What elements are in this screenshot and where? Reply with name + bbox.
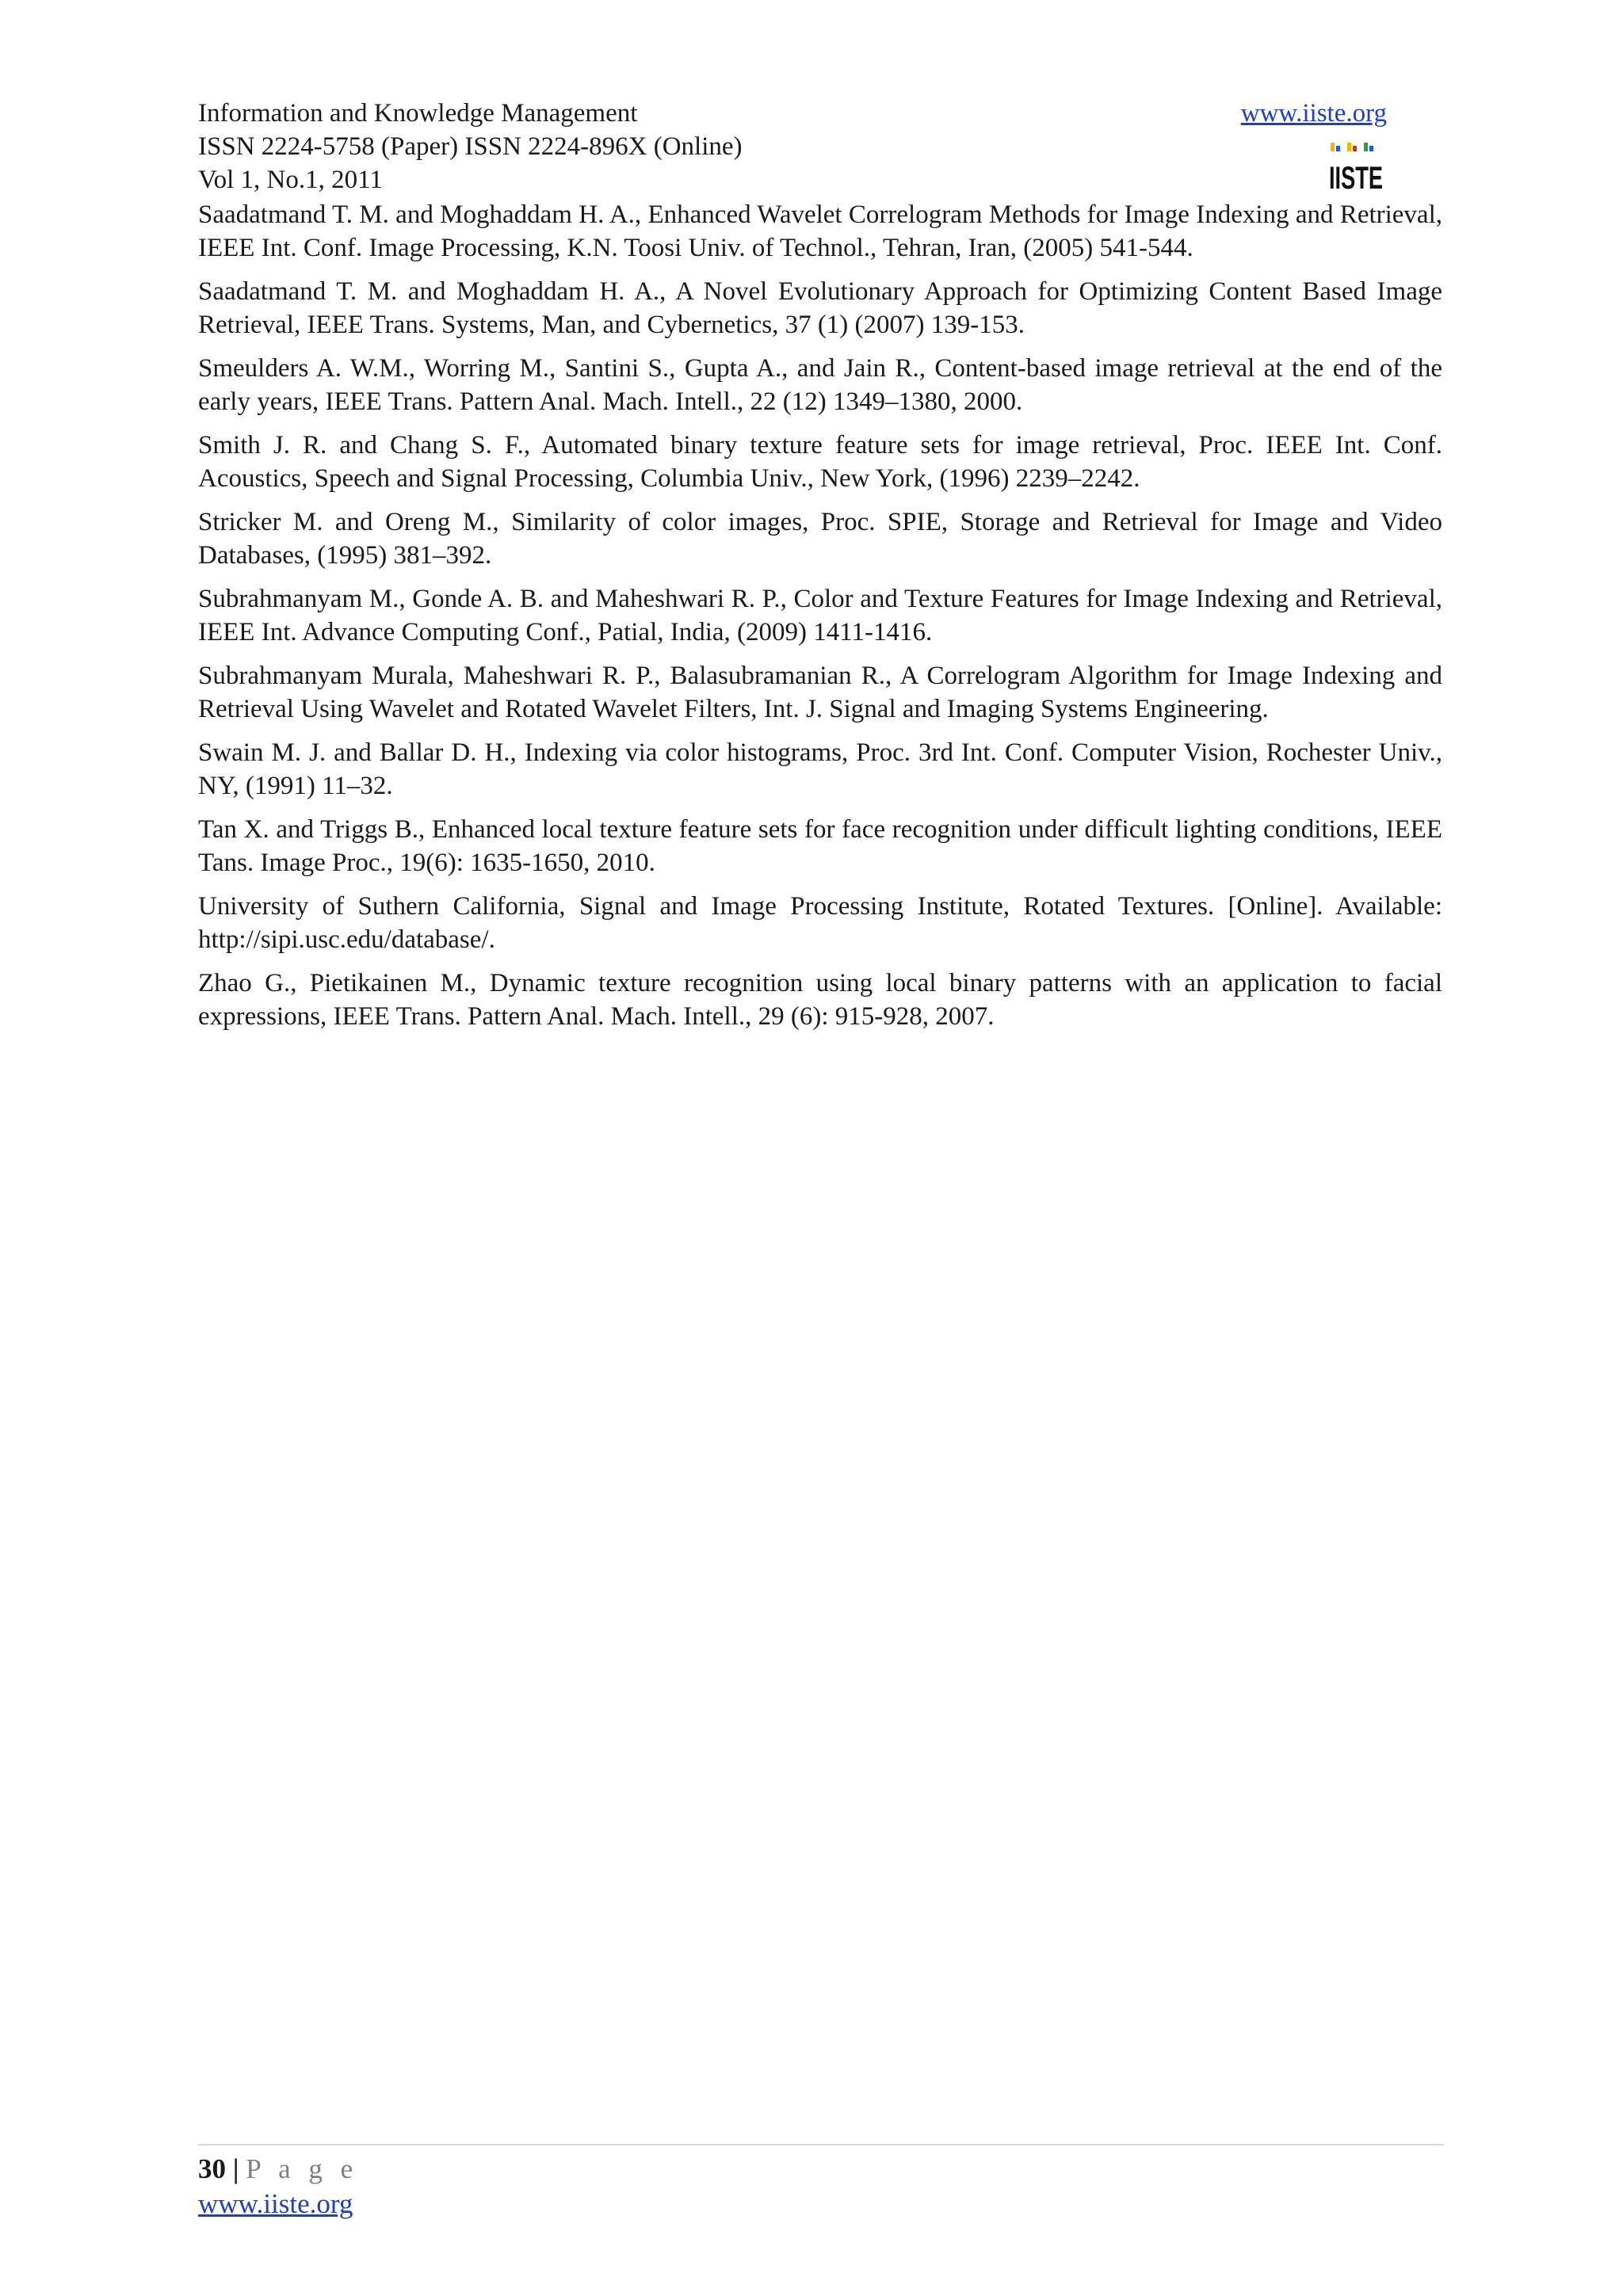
- reference-item: Subrahmanyam Murala, Maheshwari R. P., Balasubramanian R., A Correlogram Algorithm for Image Indexing and Retrieval Using Wavelet and Rotated Wavelet Filters, Int. J. Signal and Imaging Systems Engineering.: [198, 662, 1442, 723]
- page-label: P a g e: [246, 2153, 359, 2184]
- issn-line: ISSN 2224-5758 (Paper) ISSN 2224-896X (Online): [198, 132, 743, 161]
- footer-separator: |: [232, 2153, 239, 2184]
- reference-item: University of Suthern California, Signal and Image Processing Institute, Rotated Textures. [Online]. Available: http://sipi.usc.edu/database/.: [198, 892, 1442, 954]
- page-number: 30: [198, 2153, 226, 2184]
- logo-bar-4: [1353, 146, 1357, 151]
- reference-item: Saadatmand T. M. and Moghaddam H. A., Enhanced Wavelet Correlogram Methods for Image Indexing and Retrieval, IEEE Int. Conf. Image Processing, K.N. Toosi Univ. of Technol., Tehran, Iran, (2005) 541-544.: [198, 200, 1442, 262]
- logo-text: IISTE: [1329, 161, 1383, 196]
- reference-item: Zhao G., Pietikainen M., Dynamic texture recognition using local binary patterns with an application to facial expressions, IEEE Trans. Pattern Anal. Mach. Intell., 29 (6): 915-928, 2007.: [198, 969, 1442, 1031]
- reference-item: Smeulders A. W.M., Worring M., Santini S., Gupta A., and Jain R., Content-based image retrieval at the end of the early years, IEEE Trans. Pattern Anal. Mach. Intell., 22 (12) 1349–1380, 2000.: [198, 354, 1442, 416]
- reference-item: Smith J. R. and Chang S. F., Automated binary texture feature sets for image retrieval, Proc. IEEE Int. Conf. Acoustics, Speech and Signal Processing, Columbia Univ., New York, (1996) 2239–2242.: [198, 431, 1442, 493]
- journal-title: Information and Knowledge Management: [198, 99, 638, 128]
- logo-bar-6: [1369, 146, 1373, 151]
- reference-item: Saadatmand T. M. and Moghaddam H. A., A Novel Evolutionary Approach for Optimizing Content Based Image Retrieval, IEEE Trans. Systems, Man, and Cybernetics, 37 (1) (2007) 139-153.: [198, 277, 1442, 339]
- logo-bar-5: [1364, 143, 1368, 151]
- footer-divider: [198, 2144, 1444, 2145]
- reference-item: Subrahmanyam M., Gonde A. B. and Maheshwari R. P., Color and Texture Features for Image Indexing and Retrieval, IEEE Int. Advance Computing Conf., Patial, India, (2009) 1411-1416.: [198, 585, 1442, 646]
- references-list: [198, 198, 1442, 1043]
- reference-item: Swain M. J. and Ballar D. H., Indexing via color histograms, Proc. 3rd Int. Conf. Computer Vision, Rochester Univ., NY, (1991) 11–32.: [198, 738, 1442, 800]
- volume-line: Vol 1, No.1, 2011: [198, 166, 383, 194]
- reference-item: Stricker M. and Oreng M., Similarity of color images, Proc. SPIE, Storage and Retrieval for Image and Video Databases, (1995) 381–392.: [198, 508, 1442, 570]
- reference-item: Tan X. and Triggs B., Enhanced local texture feature sets for face recognition under difficult lighting conditions, IEEE Tans. Image Proc., 19(6): 1635-1650, 2010.: [198, 815, 1442, 877]
- page-footer: [198, 2152, 358, 2222]
- footer-url-link[interactable]: www.iiste.org: [198, 2188, 353, 2219]
- logo-bar-2: [1336, 146, 1340, 151]
- logo-bar-1: [1331, 143, 1335, 151]
- logo-bar-3: [1347, 143, 1351, 151]
- iiste-logo: [1328, 141, 1385, 195]
- header-url-link[interactable]: www.iiste.org: [1240, 99, 1387, 128]
